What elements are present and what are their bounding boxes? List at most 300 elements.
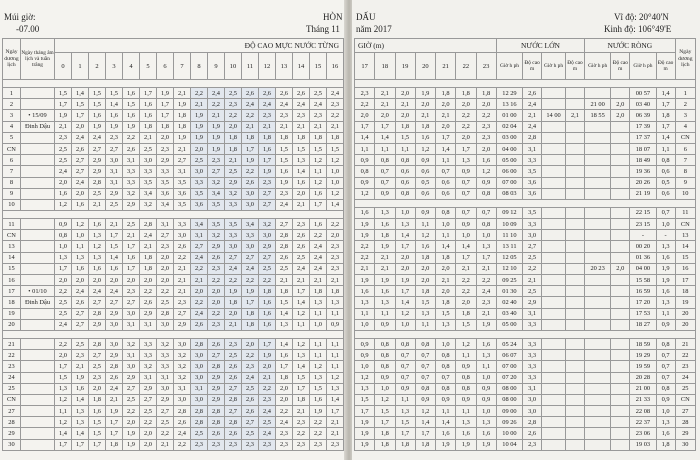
value-cell: 2,1 (140, 241, 157, 252)
table-row (355, 155, 696, 166)
low-water-time-1 (585, 252, 611, 263)
value-cell: 1,9 (191, 121, 208, 132)
day-cell: 22 (675, 350, 695, 361)
value-cell: 1,6 (89, 110, 106, 121)
day-cell: CN (3, 143, 21, 154)
value-cell: 3,3 (140, 338, 157, 349)
high-water-time-1: 13 11 (496, 241, 522, 252)
value-cell: 2,9 (89, 166, 106, 177)
low-water-height-1 (611, 132, 630, 143)
value-cell: 2,0 (89, 383, 106, 394)
value-cell: 2,6 (276, 88, 293, 99)
value-cell: 1,0 (55, 241, 72, 252)
low-water-height-2: 1,3 (656, 297, 675, 308)
day-cell: CN (675, 394, 695, 405)
value-cell: 1,1 (55, 406, 72, 417)
value-cell: 3,1 (174, 383, 191, 394)
value-cell: 1,0 (327, 166, 344, 177)
value-cell: 3,6 (191, 199, 208, 210)
value-cell: 0,7 (456, 207, 476, 218)
value-cell: 3,0 (259, 230, 276, 241)
value-cell: 1,7 (436, 132, 456, 143)
table-row (3, 275, 344, 286)
value-cell: 1,1 (355, 143, 375, 154)
value-cell: 2,3 (157, 241, 174, 252)
value-cell: 1,1 (310, 308, 327, 319)
value-cell: 1,4 (456, 241, 476, 252)
lunar-cell (21, 372, 55, 383)
value-cell: 2,0 (89, 275, 106, 286)
value-cell: 0,7 (395, 361, 415, 372)
value-cell: 1,8 (106, 439, 123, 450)
value-cell: 1,8 (415, 121, 435, 132)
value-cell: 1,5 (327, 143, 344, 154)
table-row (355, 188, 696, 199)
day-cell: 5 (3, 132, 21, 143)
low-water-height-1 (611, 308, 630, 319)
value-cell: 2,1 (436, 110, 456, 121)
value-cell: 3,0 (157, 319, 174, 330)
value-cell: 1,1 (456, 350, 476, 361)
low-water-height-1 (611, 297, 630, 308)
value-cell: 2,2 (310, 428, 327, 439)
value-cell: 2,1 (72, 361, 89, 372)
low-water-height-2: 0,9 (656, 394, 675, 405)
value-cell: 3,2 (225, 188, 242, 199)
value-cell: 1,8 (436, 88, 456, 99)
value-cell: 2,5 (225, 88, 242, 99)
value-cell: 2,7 (174, 155, 191, 166)
value-cell: 0,8 (395, 188, 415, 199)
value-cell: 2,1 (140, 132, 157, 143)
value-cell: 3,3 (225, 230, 242, 241)
value-cell: 1,9 (225, 286, 242, 297)
value-cell: 2,2 (208, 275, 225, 286)
day-cell: 16 (3, 275, 21, 286)
low-water-time-1 (585, 338, 611, 349)
low-water-time-1 (585, 417, 611, 428)
col-header-day: Ngày dương lịch (3, 39, 21, 80)
value-cell: 3,4 (140, 188, 157, 199)
high-water-height-2 (565, 230, 584, 241)
value-cell: 1,6 (310, 394, 327, 405)
value-cell: 1,3 (355, 297, 375, 308)
sub-time-header: Giờ h ph (585, 53, 611, 80)
value-cell: 2,0 (355, 110, 375, 121)
value-cell: 0,8 (456, 372, 476, 383)
value-cell: 1,2 (415, 406, 435, 417)
value-cell: 1,1 (327, 361, 344, 372)
table-row (355, 110, 696, 121)
low-water-time-1 (585, 439, 611, 450)
value-cell: 2,3 (259, 394, 276, 405)
value-cell: 1,9 (191, 110, 208, 121)
day-cell: 1 (3, 88, 21, 99)
high-water-time-2 (542, 219, 566, 230)
value-cell: 2,2 (476, 275, 496, 286)
high-water-time-2 (542, 241, 566, 252)
value-cell: 0,7 (415, 361, 435, 372)
value-cell: 2,1 (415, 110, 435, 121)
value-cell: 2,2 (123, 132, 140, 143)
value-cell: 1,2 (395, 308, 415, 319)
value-cell: 2,7 (225, 252, 242, 263)
day-cell: 29 (675, 428, 695, 439)
high-water-time-1: 12 10 (496, 263, 522, 274)
lunar-note-line: Đinh Dậu (24, 298, 51, 306)
high-water-height-1: 2,5 (523, 286, 542, 297)
high-water-height-1: 3,1 (523, 383, 542, 394)
high-water-height-1: 2,8 (523, 132, 542, 143)
value-cell: 3,0 (123, 361, 140, 372)
day-cell: CN (3, 394, 21, 405)
value-cell: 2,1 (276, 121, 293, 132)
value-cell: 2,0 (456, 297, 476, 308)
high-water-height-1: 2,6 (523, 88, 542, 99)
day-cell: 14 (675, 241, 695, 252)
high-water-height-1: 3,0 (523, 230, 542, 241)
value-cell: 1,7 (157, 99, 174, 110)
low-water-time-1 (585, 428, 611, 439)
hour-header: 11 (242, 53, 259, 80)
high-water-time-2 (542, 188, 566, 199)
value-cell: 3,0 (242, 188, 259, 199)
value-cell: 0,7 (436, 166, 456, 177)
value-cell: 1,9 (355, 417, 375, 428)
value-cell: 1,4 (106, 252, 123, 263)
value-cell: 0,9 (355, 177, 375, 188)
value-cell: 1,2 (415, 143, 435, 154)
high-water-height-2 (565, 166, 584, 177)
value-cell: 1,8 (174, 121, 191, 132)
value-cell: 1,0 (436, 219, 456, 230)
value-cell: 0,8 (436, 350, 456, 361)
table-row (355, 99, 696, 110)
value-cell: 2,9 (208, 241, 225, 252)
value-cell: 2,4 (293, 263, 310, 274)
value-cell: 3,1 (157, 219, 174, 230)
value-cell: 2,4 (310, 263, 327, 274)
value-cell: 2,5 (55, 297, 72, 308)
value-cell: 1,6 (293, 177, 310, 188)
value-cell: 2,8 (157, 308, 174, 319)
value-cell: 1,6 (72, 383, 89, 394)
table-row (3, 372, 344, 383)
low-water-height-1 (611, 338, 630, 349)
table-row (3, 177, 344, 188)
value-cell: 2,0 (436, 121, 456, 132)
value-cell: 2,2 (456, 275, 476, 286)
lunar-cell (21, 110, 55, 121)
value-cell: 0,8 (476, 188, 496, 199)
value-cell: 1,5 (436, 308, 456, 319)
value-cell: 2,6 (208, 338, 225, 349)
high-water-height-2 (565, 188, 584, 199)
high-water-height-2 (565, 439, 584, 450)
high-water-time-2 (542, 297, 566, 308)
value-cell: 1,7 (242, 143, 259, 154)
lunar-cell (21, 199, 55, 210)
low-water-height-1 (611, 286, 630, 297)
high-water-height-2 (565, 241, 584, 252)
low-water-time-1 (585, 207, 611, 218)
value-cell: 1,8 (140, 121, 157, 132)
table-row (3, 252, 344, 263)
value-cell: 2,4 (106, 383, 123, 394)
value-cell: 1,5 (276, 155, 293, 166)
high-water-time-2 (542, 132, 566, 143)
year-label: năm 2017 (356, 24, 392, 34)
value-cell: 1,6 (259, 308, 276, 319)
low-water-time-1 (585, 132, 611, 143)
value-cell: 1,8 (293, 394, 310, 405)
day-cell: 9 (3, 188, 21, 199)
value-cell: 1,9 (375, 275, 395, 286)
high-water-height-2 (565, 417, 584, 428)
value-cell: 2,8 (225, 394, 242, 405)
high-water-height-2 (565, 428, 584, 439)
value-cell: 1,2 (55, 199, 72, 210)
value-cell: 2,0 (55, 350, 72, 361)
value-cell: 1,1 (415, 219, 435, 230)
low-water-height-2: 0,6 (656, 188, 675, 199)
value-cell: 1,5 (89, 428, 106, 439)
value-cell: 3,2 (174, 350, 191, 361)
value-cell: 2,4 (174, 428, 191, 439)
value-cell: 2,5 (191, 428, 208, 439)
lunar-note-line: • 01/10 (28, 287, 47, 295)
low-water-height-1 (611, 155, 630, 166)
value-cell: 0,8 (436, 361, 456, 372)
hour-header: 4 (123, 53, 140, 80)
value-cell: 0,7 (436, 372, 456, 383)
table-row (3, 361, 344, 372)
value-cell: 1,8 (310, 286, 327, 297)
value-cell: 1,3 (327, 383, 344, 394)
value-cell: 1,1 (456, 406, 476, 417)
value-cell: 2,6 (293, 88, 310, 99)
value-cell: 2,2 (191, 88, 208, 99)
value-cell: 1,6 (123, 252, 140, 263)
value-cell: 2,7 (72, 319, 89, 330)
value-cell: 2,2 (327, 110, 344, 121)
high-water-time-1: 10 09 (496, 219, 522, 230)
value-cell: 2,1 (259, 121, 276, 132)
value-cell: 2,5 (293, 252, 310, 263)
high-water-time-2 (542, 252, 566, 263)
value-cell: 2,5 (242, 428, 259, 439)
value-cell: 1,0 (355, 361, 375, 372)
table-row (3, 297, 344, 308)
low-water-time-1: 18 55 (585, 110, 611, 121)
value-cell: 2,4 (72, 286, 89, 297)
low-water-time-2: 17 37 (630, 132, 656, 143)
high-water-time-1: 09 25 (496, 275, 522, 286)
value-cell: 1,2 (310, 361, 327, 372)
value-cell: 1,9 (191, 132, 208, 143)
hour-header: 0 (55, 53, 72, 80)
low-water-time-1 (585, 188, 611, 199)
low-water-time-2: 17 39 (630, 121, 656, 132)
value-cell: 2,6 (225, 372, 242, 383)
value-cell: 2,3 (242, 361, 259, 372)
value-cell: 2,6 (242, 88, 259, 99)
value-cell: 1,6 (123, 88, 140, 99)
table-row (3, 417, 344, 428)
value-cell: 2,3 (72, 350, 89, 361)
value-cell: 3,3 (174, 219, 191, 230)
value-cell: 2,5 (157, 417, 174, 428)
value-cell: 2,0 (106, 275, 123, 286)
table-row (355, 143, 696, 154)
value-cell: 2,9 (174, 319, 191, 330)
value-cell: 2,4 (106, 286, 123, 297)
value-cell: 1,8 (476, 88, 496, 99)
value-cell: 2,2 (242, 275, 259, 286)
value-cell: 3,3 (123, 177, 140, 188)
value-cell: 1,9 (355, 230, 375, 241)
day-cell: 23 (3, 361, 21, 372)
value-cell: 2,6 (208, 252, 225, 263)
value-cell: 3,0 (242, 199, 259, 210)
value-cell: 1,9 (355, 219, 375, 230)
value-cell: 1,3 (415, 308, 435, 319)
table-row (355, 177, 696, 188)
value-cell: 2,0 (72, 188, 89, 199)
high-water-time-1: 03 00 (496, 132, 522, 143)
day-cell: 27 (3, 406, 21, 417)
value-cell: 3,0 (191, 394, 208, 405)
value-cell: 1,6 (415, 241, 435, 252)
value-cell: 1,6 (89, 219, 106, 230)
value-cell: 2,9 (157, 394, 174, 405)
value-cell: 1,3 (456, 417, 476, 428)
value-cell: 2,2 (242, 350, 259, 361)
hour-header: 19 (395, 53, 415, 80)
value-cell: 2,2 (140, 417, 157, 428)
value-cell: 2,5 (259, 417, 276, 428)
value-cell: 1,5 (89, 88, 106, 99)
value-cell: 3,5 (174, 199, 191, 210)
value-cell: 0,7 (375, 166, 395, 177)
value-cell: 2,8 (89, 177, 106, 188)
lunar-cell (21, 297, 55, 308)
low-water-height-2: 0,9 (656, 319, 675, 330)
value-cell: 2,0 (375, 110, 395, 121)
value-cell: 1,9 (208, 132, 225, 143)
value-cell: 0,9 (415, 394, 435, 405)
value-cell: 0,8 (375, 361, 395, 372)
low-water-time-2: 18 07 (630, 143, 656, 154)
table-row (355, 275, 696, 286)
value-cell: 1,0 (476, 230, 496, 241)
value-cell: 2,8 (276, 230, 293, 241)
high-water-height-2 (565, 252, 584, 263)
value-cell: 2,0 (415, 99, 435, 110)
value-cell: 2,2 (157, 286, 174, 297)
value-cell: 1,2 (415, 230, 435, 241)
high-water-time-1: 09 26 (496, 417, 522, 428)
value-cell: 1,3 (89, 252, 106, 263)
high-water-time-1: 07 00 (496, 361, 522, 372)
value-cell: 1,4 (436, 143, 456, 154)
value-cell: 1,1 (476, 361, 496, 372)
value-cell: 1,8 (242, 132, 259, 143)
value-cell: 0,9 (355, 338, 375, 349)
value-cell: 0,6 (436, 177, 456, 188)
title-fragment-right: DẤU (356, 12, 376, 22)
value-cell: 1,9 (157, 88, 174, 99)
low-water-time-2: 22 08 (630, 406, 656, 417)
day-cell: 23 (675, 361, 695, 372)
high-water-time-1: 11 10 (496, 230, 522, 241)
day-cell: 8 (675, 166, 695, 177)
value-cell: 3,2 (123, 188, 140, 199)
value-cell: 2,3 (293, 417, 310, 428)
value-cell: 0,8 (375, 350, 395, 361)
value-cell: 2,3 (208, 155, 225, 166)
day-cell: 28 (675, 417, 695, 428)
value-cell: 1,3 (355, 383, 375, 394)
day-cell: 3 (3, 110, 21, 121)
value-cell: 1,1 (355, 308, 375, 319)
value-cell: 2,7 (208, 350, 225, 361)
low-water-height-1 (611, 439, 630, 450)
value-cell: 2,9 (140, 308, 157, 319)
value-cell: 2,2 (355, 241, 375, 252)
value-cell: 2,3 (276, 110, 293, 121)
value-cell: 1,8 (276, 132, 293, 143)
lunar-note-line: Đinh Dậu (24, 123, 51, 131)
low-water-time-1 (585, 219, 611, 230)
value-cell: 3,2 (123, 338, 140, 349)
value-cell: 1,2 (327, 155, 344, 166)
value-cell: 1,6 (89, 263, 106, 274)
low-water-height-1 (611, 241, 630, 252)
low-water-time-1 (585, 143, 611, 154)
high-water-height-1: 3,1 (523, 143, 542, 154)
value-cell: 1,9 (436, 439, 456, 450)
value-cell: 1,9 (415, 88, 435, 99)
value-cell: 2,1 (225, 155, 242, 166)
value-cell: 2,0 (276, 394, 293, 405)
hour-header: 6 (157, 53, 174, 80)
value-cell: 2,9 (208, 372, 225, 383)
value-cell: 0,7 (415, 350, 435, 361)
low-water-height-1 (611, 406, 630, 417)
value-cell: 1,6 (276, 166, 293, 177)
low-water-height-2: 0,7 (656, 350, 675, 361)
low-water-height-1 (611, 88, 630, 99)
value-cell: 0,7 (456, 177, 476, 188)
value-cell: 2,9 (140, 383, 157, 394)
value-cell: 1,9 (355, 275, 375, 286)
low-water-height-1 (611, 252, 630, 263)
col-header-lunar: Ngày tháng âm lịch và tuần trăng (21, 39, 55, 80)
group-header-hours: GIỜ (m) (355, 39, 497, 53)
value-cell: 1,0 (327, 177, 344, 188)
low-water-height-1 (611, 230, 630, 241)
value-cell: 3,2 (174, 361, 191, 372)
value-cell: 2,0 (157, 132, 174, 143)
timezone-label: Múi giờ: (4, 12, 36, 22)
value-cell: 2,4 (225, 263, 242, 274)
value-cell: 3,0 (123, 308, 140, 319)
low-water-time-2: 00 20 (630, 241, 656, 252)
value-cell: 2,0 (395, 88, 415, 99)
day-cell: 29 (3, 428, 21, 439)
value-cell: 3,2 (208, 177, 225, 188)
